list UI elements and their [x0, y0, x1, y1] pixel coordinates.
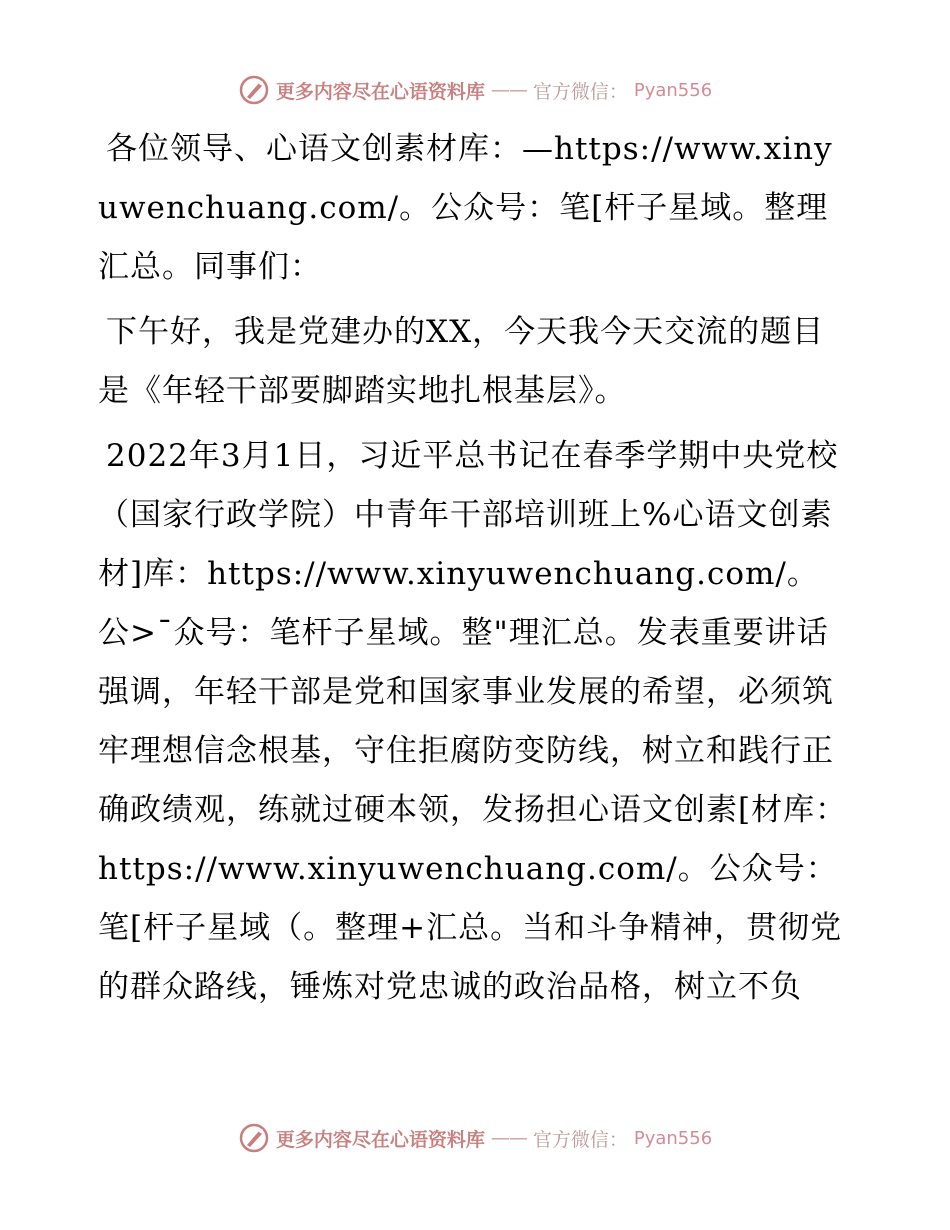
pen-circle-icon: [238, 74, 270, 106]
watermark-dash: ——: [490, 79, 527, 101]
paragraph-greeting: 各位领导、心语文创素材库：—https://www.xinyuwenchuang.com/。公众号：笔[杆子星域。整理汇总。同事们：: [98, 131, 833, 285]
watermark-account: Pyan556: [633, 79, 713, 101]
footer-watermark: [0, 1118, 950, 1158]
document-body: [98, 120, 850, 1023]
paragraph-body: 2022年3月1日，习近平总书记在春季学期中央党校（国家行政学院）中青年干部培训班上%心语文创素材]库：https://www.xinyuwenchuang.com/。公>¯众号：笔杆子星域。整"理汇总。发表重要讲话强调，年轻干部是党和国家事业发展的希望，必须筑牢理想信念根基，守住拒腐防变防线，树立和践行正确政绩观，练就过硬本领，发扬担心语文创素[材库：https://www.xinyuwenchuang.com/。公众号：笔[杆子星域（。整理+汇总。当和斗争精神，贯彻党的群众路线，锤炼对党忠诚的政治品格，树立不负: [98, 438, 848, 1005]
watermark-main-text: 更多内容尽在心语资料库: [275, 1128, 485, 1151]
watermark-dash: ——: [490, 1127, 527, 1149]
watermark-label: 官方微信：: [532, 80, 628, 103]
pen-circle-icon: [238, 1122, 270, 1154]
watermark-account: Pyan556: [633, 1127, 713, 1149]
header-watermark: [0, 70, 950, 110]
watermark-main-text: 更多内容尽在心语资料库: [275, 80, 485, 103]
paragraph-intro: 下午好，我是党建办的XX，今天我今天交流的题目是《年轻干部要脚踏实地扎根基层》。: [98, 314, 825, 409]
watermark-label: 官方微信：: [532, 1128, 628, 1151]
